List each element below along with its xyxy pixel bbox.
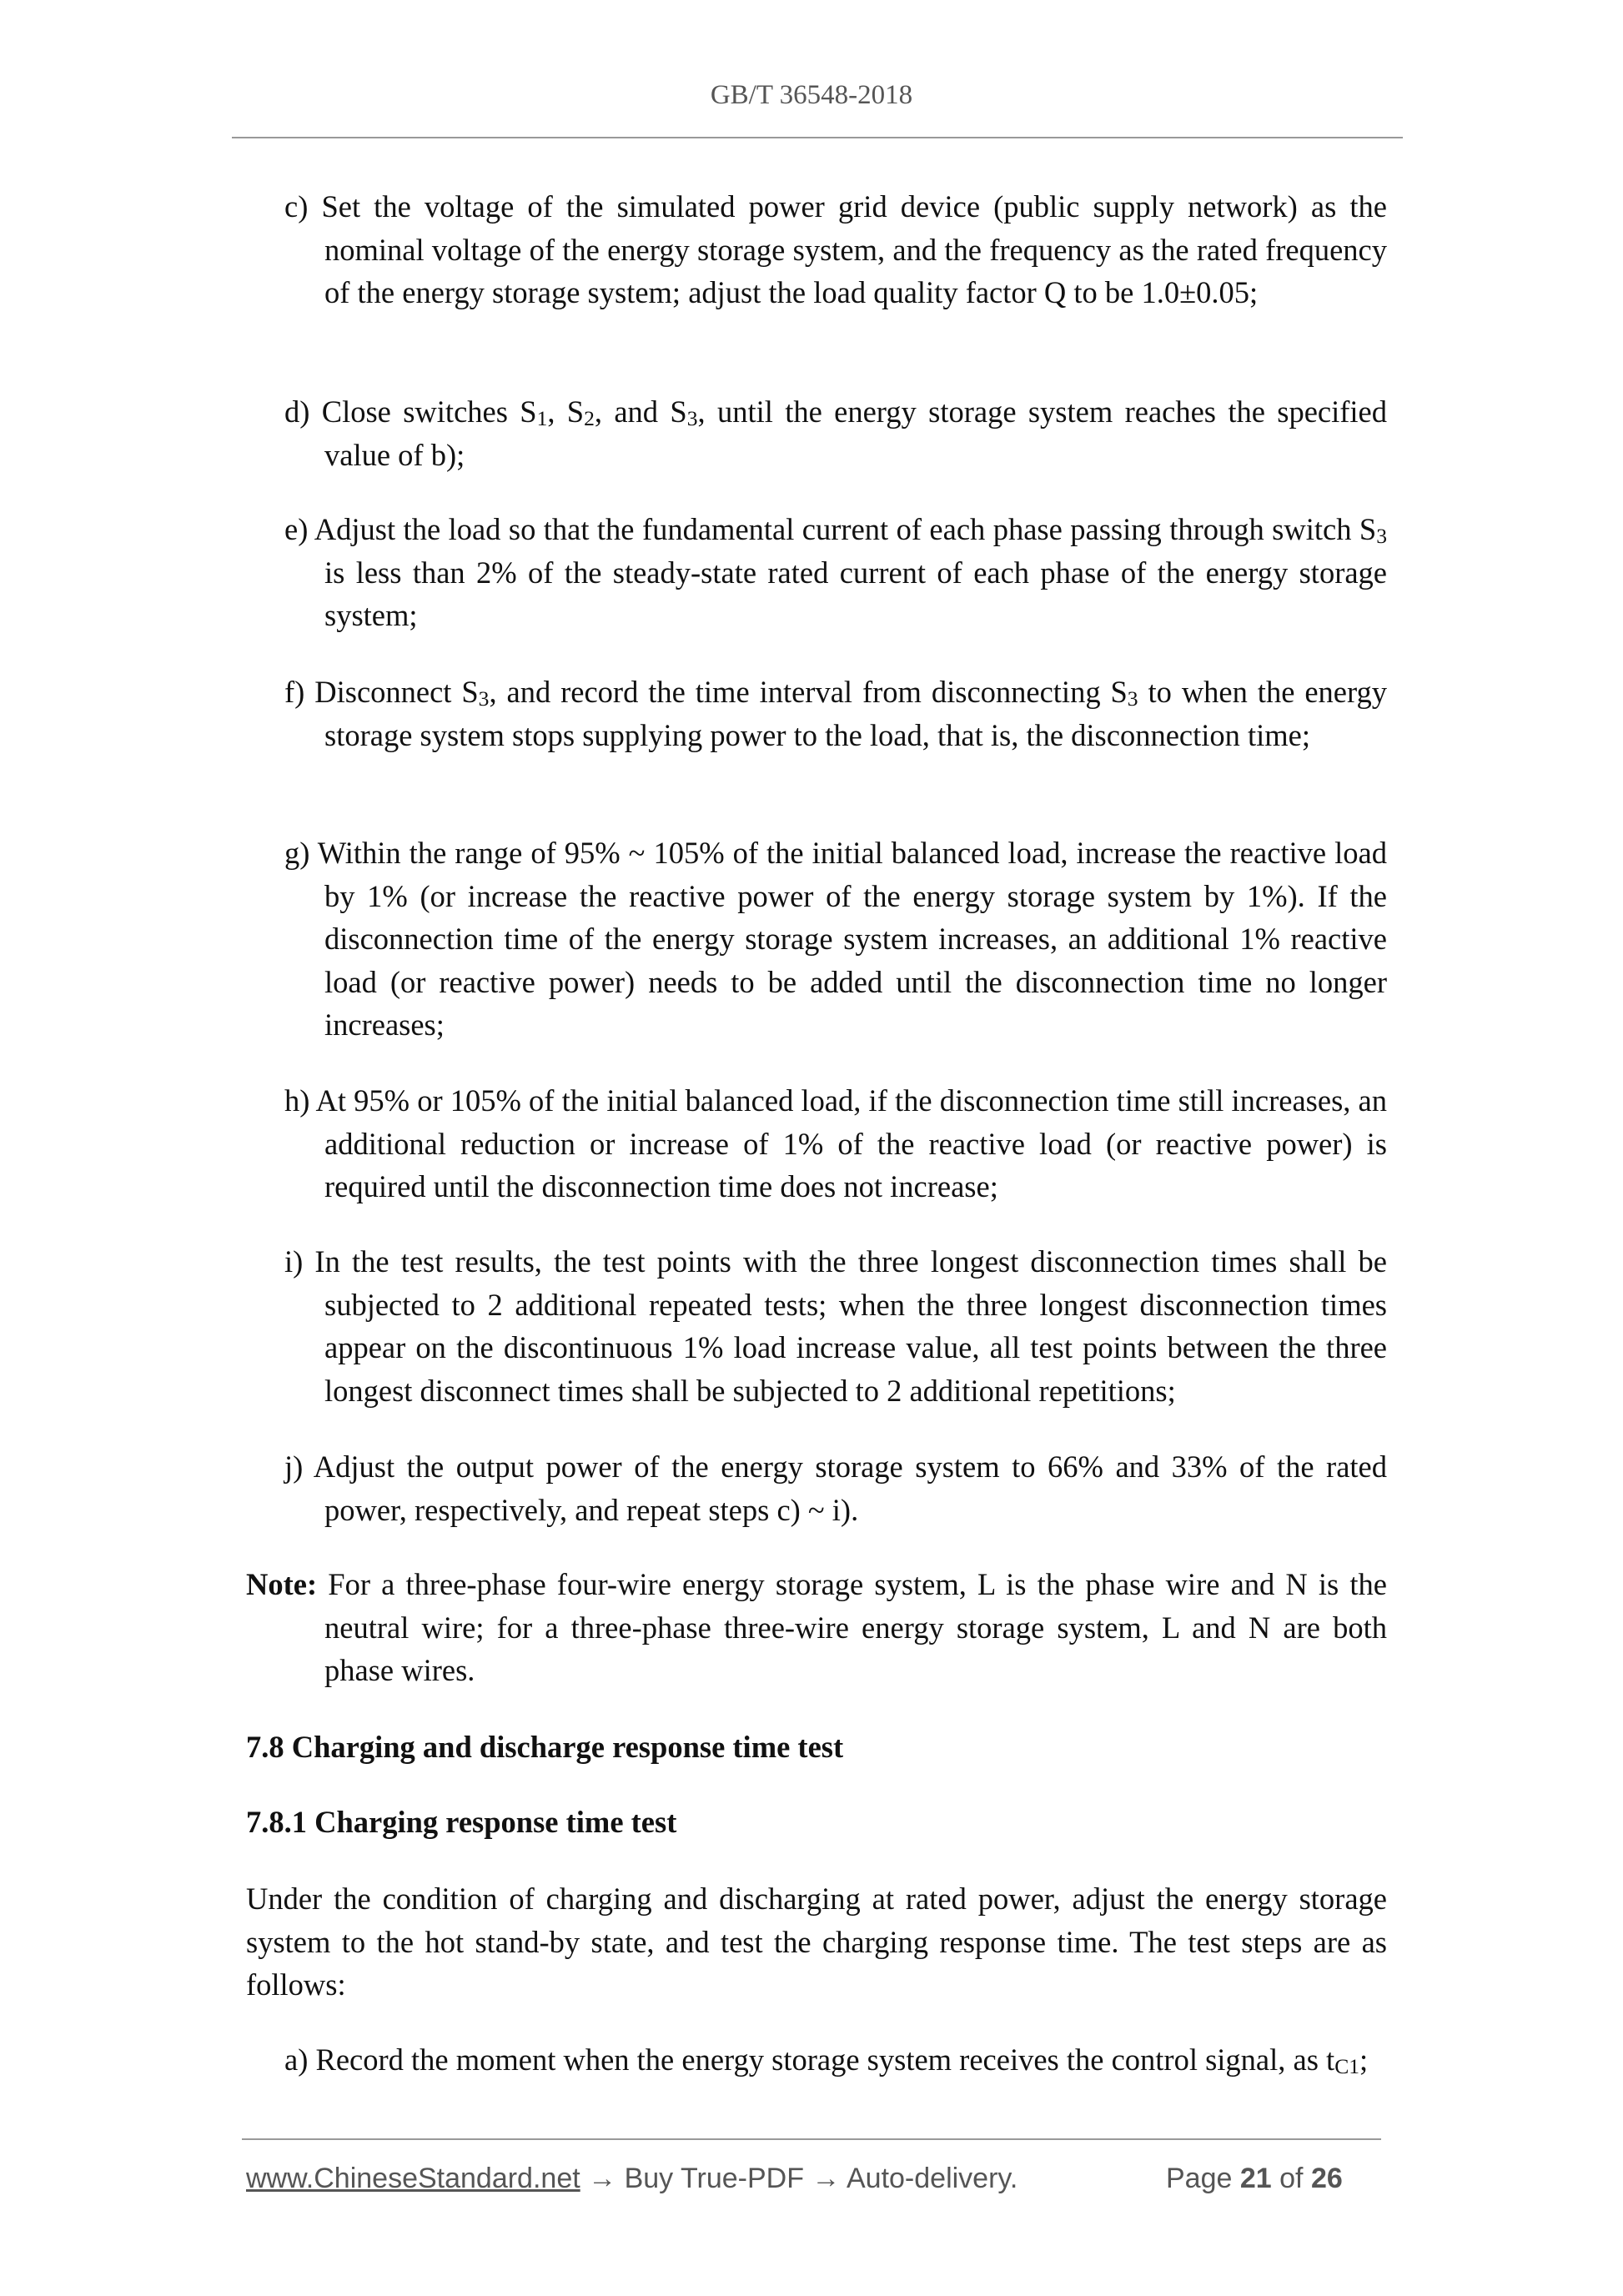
note xyxy=(246,1563,1387,1692)
step-e-text: e) Adjust the load so that the fundamental current of each phase passing through switch S xyxy=(284,512,1377,546)
step-d-text: , S xyxy=(547,394,585,429)
body-paragraph: Under the condition of charging and discharging at rated power, adjust the energy storage system to the hot stand-by state, and test the charging response time. The test steps are as follows: xyxy=(246,1882,1387,2002)
step-d xyxy=(284,390,1387,476)
note-label: Note: xyxy=(246,1567,318,1601)
step-d-text: , and S xyxy=(594,394,687,429)
step-a xyxy=(284,2038,1387,2082)
subscript: 1 xyxy=(536,405,548,430)
step-a-text: ; xyxy=(1359,2042,1369,2077)
footer-text: → Buy True-PDF → Auto-delivery. xyxy=(580,2163,1018,2194)
footer-divider xyxy=(242,2138,1381,2140)
footer-promo xyxy=(246,2163,1018,2195)
note-text: For a three-phase four-wire energy storage system, L is the phase wire and N is the neutral wire; for a three-phase three-wire energy storage system, L and N are both phase wires. xyxy=(317,1567,1387,1687)
step-f-text: to when the energy storage system stops supplying power to the load, that is, the disconnection time; xyxy=(324,675,1387,752)
step-c: c) Set the voltage of the simulated power grid device (public supply network) as the nominal voltage of the energy storage system, and the frequency as the rated frequency of the energy storage system; adjust the load quality factor Q to be 1.0±0.05; xyxy=(284,189,1387,309)
page-label: Page xyxy=(1166,2163,1233,2194)
subscript: C1 xyxy=(1334,2053,1360,2078)
of-label: of xyxy=(1279,2163,1304,2194)
subscript: 3 xyxy=(1127,686,1138,711)
subscript: 3 xyxy=(1376,523,1387,548)
subscript: 3 xyxy=(478,686,490,711)
document-id-header: GB/T 36548-2018 xyxy=(710,80,913,110)
header-divider xyxy=(232,137,1403,138)
page-indicator xyxy=(1166,2163,1343,2195)
step-e-text: is less than 2% of the steady-state rated current of each phase of the energy storage system; xyxy=(324,555,1387,632)
step-f-text: f) Disconnect S xyxy=(284,675,479,709)
subsection-heading: 7.8.1 Charging response time test xyxy=(246,1805,677,1839)
step-a-text: a) Record the moment when the energy storage system receives the control signal, as t xyxy=(284,2042,1335,2077)
section-heading: 7.8 Charging and discharge response time test xyxy=(246,1730,844,1764)
subscript: 3 xyxy=(686,405,698,430)
subscript: 2 xyxy=(584,405,595,430)
step-g: g) Within the range of 95% ~ 105% of the initial balanced load, increase the reactive load by 1% (or increase the reactive power of the energy storage system by 1%). If the disconnection time of the energy storage system increases, an additional 1% reactive load (or reactive power) needs to be added until the disconnection time no longer increases; xyxy=(284,836,1387,1042)
page-number: 21 xyxy=(1239,2163,1272,2194)
step-h: h) At 95% or 105% of the initial balanced load, if the disconnection time still increases, an additional reduction or increase of 1% of the reactive load (or reactive power) is required until the disconnection time does not increase; xyxy=(284,1083,1387,1203)
step-f-text: , and record the time interval from disconnecting S xyxy=(489,675,1128,709)
step-e xyxy=(284,508,1387,637)
website-link[interactable]: www.ChineseStandard.net xyxy=(246,2163,580,2194)
page-total: 26 xyxy=(1310,2163,1343,2194)
step-d-text: , until the energy storage system reaches the specified value of b); xyxy=(324,394,1388,472)
step-d-text: d) Close switches S xyxy=(284,394,537,429)
step-i: i) In the test results, the test points with the three longest disconnection times shall be subjected to 2 additional repeated tests; when the three longest disconnection times appear on the discontinuous 1% load increase value, all test points between the three longest disconnect times shall be subjected to 2 additional repetitions; xyxy=(284,1244,1387,1408)
step-j: j) Adjust the output power of the energy storage system to 66% and 33% of the rated power, respectively, and repeat steps c) ~ i). xyxy=(284,1449,1387,1527)
step-f xyxy=(284,671,1387,756)
